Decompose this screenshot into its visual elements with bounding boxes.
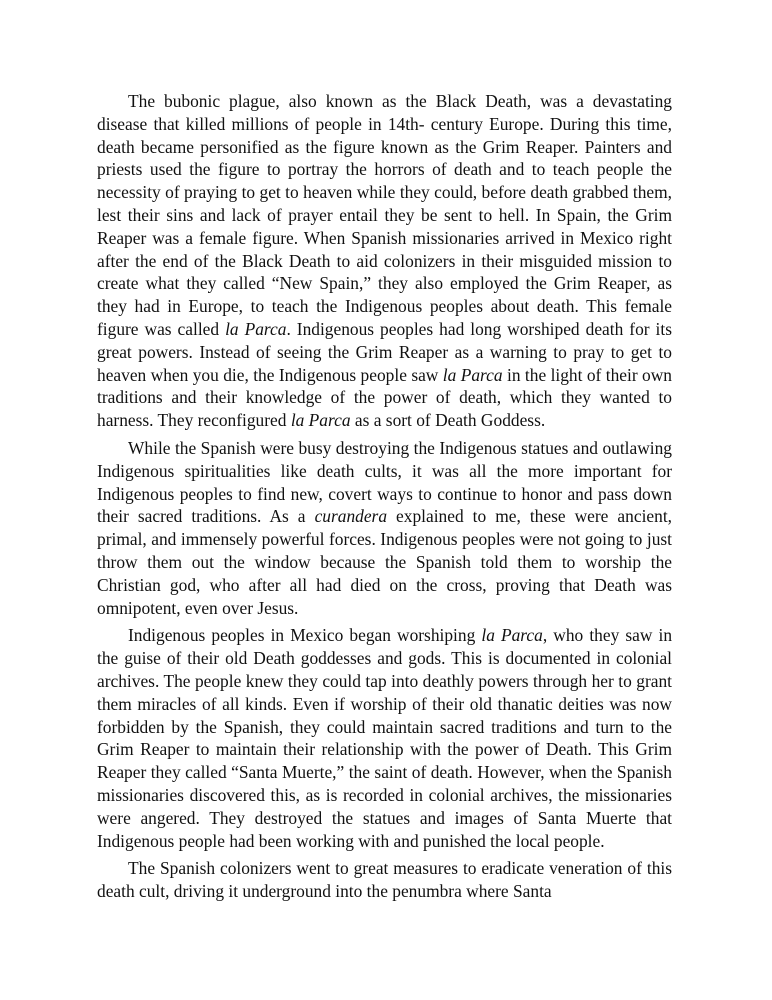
italic-term: la Parca bbox=[225, 318, 287, 339]
text-run: The bubonic plague, also known as the Black Death, was a devastating disease that killed millions of people in 14th- century Europe. During this time, death became personified as the figure known as the Grim Reaper. Painters and priests used the figure to portray the horrors of death and to teach people the necessity of praying to get to heaven while they could, before death grabbed them, lest their sins and lack of prayer entail they be sent to hell. In Spain, the Grim Reaper was a female figure. When Spanish missionaries arrived in Mexico right after the end of the Black Death to aid colonizers in their misguided mission to create what they called “New Spain,” they also employed the Grim Reaper, as they had in Europe, to teach the Indigenous peoples about death. This female figure was called bbox=[97, 91, 672, 339]
paragraph bbox=[97, 857, 672, 903]
text-run: Indigenous peoples in Mexico began worshiping bbox=[128, 625, 482, 646]
paragraph bbox=[97, 624, 672, 852]
text-run: as a sort of Death Goddess. bbox=[350, 410, 546, 431]
italic-term: curandera bbox=[314, 506, 388, 527]
text-run: in the light of their own traditions and their knowledge of the power of death, which they wanted to harness. They reconfigured bbox=[97, 364, 672, 431]
text-run: . Indigenous peoples had long worshiped death for its great powers. Instead of seeing the Grim Reaper as a warning to pray to get to heaven when you die, the Indigenous people saw bbox=[97, 318, 672, 385]
italic-term: la Parca bbox=[290, 410, 351, 431]
text-run: The Spanish colonizers went to great measures to eradicate veneration of this death cult, driving it underground into the penumbra where Santa bbox=[97, 858, 672, 902]
italic-term: la Parca bbox=[481, 625, 543, 646]
body-text bbox=[97, 90, 672, 908]
text-run: , who they saw in the guise of their old Death goddesses and gods. This is documented in colonial archives. The people knew they could tap into deathly powers through her to grant them miracles of all kinds. Even if worship of their old thanatic deities was now forbidden by the Spanish, they could maintain sacred traditions and turn to the Grim Reaper to maintain their relationship with the power of Death. This Grim Reaper they called “Santa Muerte,” the saint of death. However, when the Spanish missionaries discovered this, as is recorded in colonial archives, the missionaries were angered. They destroyed the statues and images of Santa Muerte that Indigenous people had been working with and punished the local people. bbox=[97, 625, 673, 851]
italic-term: la Parca bbox=[442, 364, 503, 385]
text-run: While the Spanish were busy destroying the Indigenous statues and outlawing Indigenous spiritualities like death cults, it was all the more important for Indigenous peoples to find new, covert ways to continue to honor and pass down their sacred traditions. As a bbox=[97, 437, 672, 527]
paragraph bbox=[97, 437, 672, 619]
paragraph bbox=[97, 90, 672, 432]
text-run: explained to me, these were ancient, primal, and immensely powerful forces. Indigenous peoples were not going to just throw them out the window because the Spanish told them to worship the Christian god, who after all had died on the cross, proving that Death was omnipotent, even over Jesus. bbox=[97, 506, 672, 618]
